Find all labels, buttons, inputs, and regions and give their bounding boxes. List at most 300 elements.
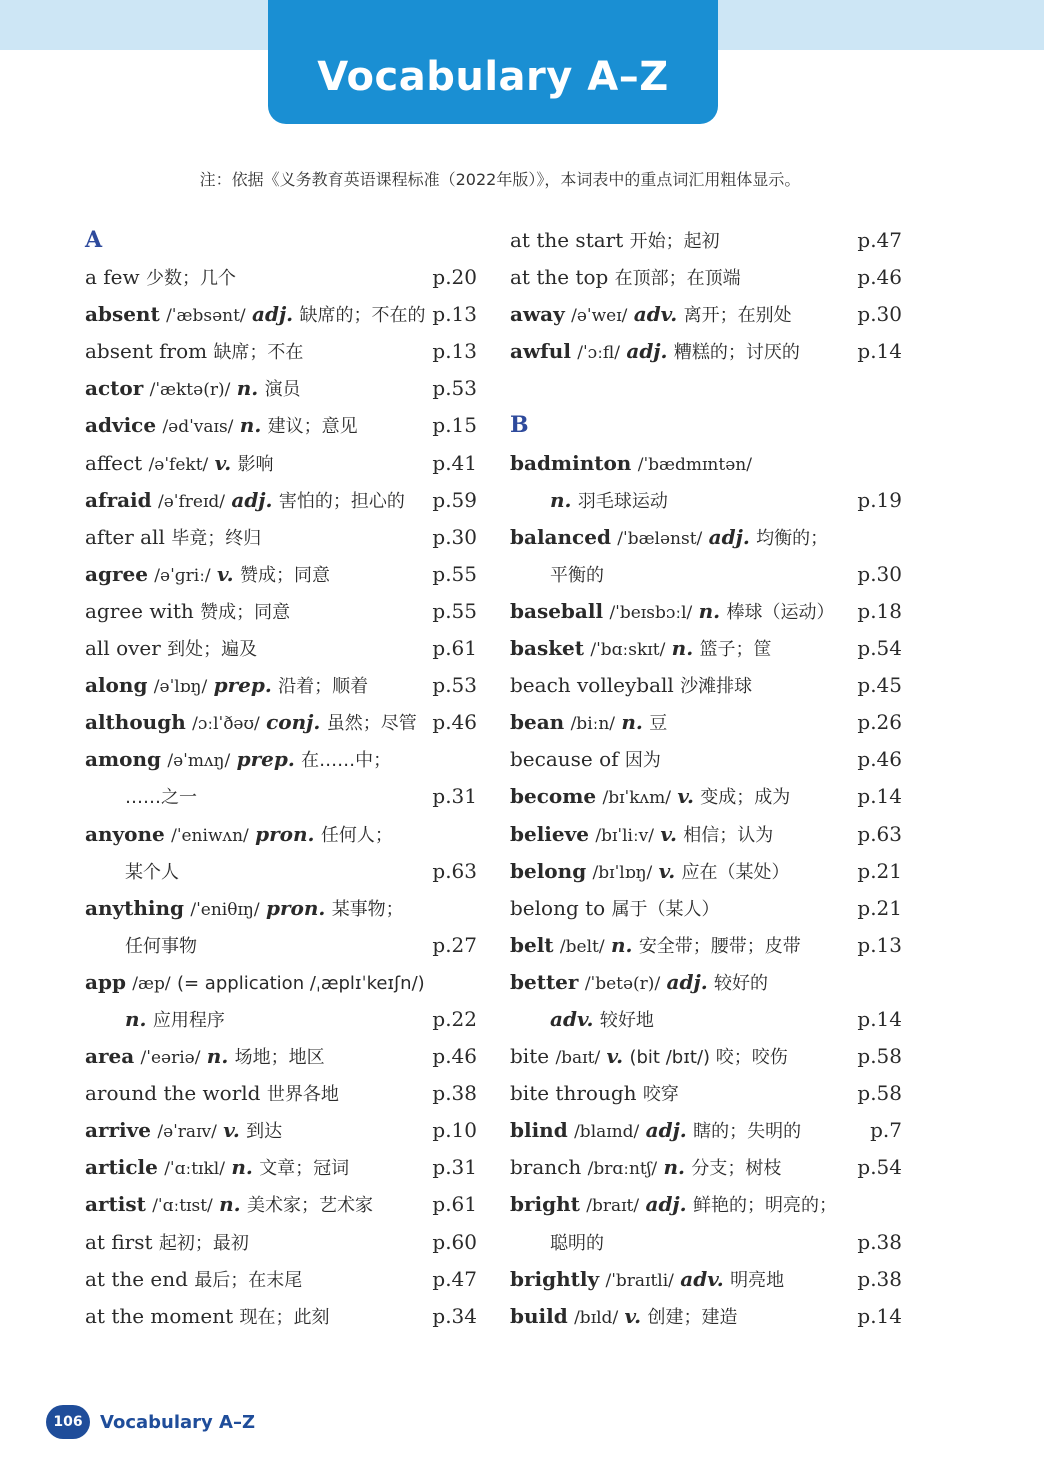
headword: among — [85, 747, 161, 772]
page-ref: p.47 — [857, 228, 902, 252]
page-ref: p.38 — [857, 1229, 902, 1254]
vocab-entry — [85, 593, 477, 630]
entry-text — [510, 333, 800, 372]
page-ref: p.59 — [432, 487, 477, 512]
page-ref: p.26 — [857, 710, 902, 735]
page-ref: p.38 — [432, 1081, 477, 1106]
entry-text — [510, 556, 604, 594]
headword: a few — [85, 265, 140, 290]
entry-text — [510, 1075, 679, 1113]
part-of-speech: prep. — [236, 747, 295, 772]
definition: 均衡的； — [756, 527, 829, 549]
page-ref: p.31 — [432, 1155, 477, 1180]
vocab-entry — [85, 519, 477, 556]
phonetic: /ˈbælənst/ — [617, 528, 703, 549]
vocab-entry — [510, 1038, 902, 1075]
entry-text — [510, 1224, 604, 1262]
entry-text — [85, 853, 179, 891]
phonetic: /baɪt/ — [555, 1048, 601, 1069]
definition: 棒球（运动） — [726, 601, 835, 623]
part-of-speech: v. — [658, 858, 676, 883]
part-of-speech: adj. — [666, 969, 708, 994]
phonetic: /bɪˈkʌm/ — [602, 788, 671, 809]
entry-text — [85, 1112, 282, 1151]
vocab-entry — [85, 667, 477, 704]
vocab-entry — [510, 741, 902, 778]
headword: bite through — [510, 1081, 637, 1106]
page-ref: p.13 — [432, 302, 477, 327]
entry-text — [85, 519, 261, 557]
entry-text — [510, 667, 752, 705]
vocab-entry — [510, 853, 902, 890]
vocab-entry — [510, 1149, 902, 1186]
vocab-entry — [510, 704, 902, 741]
headword: at the start — [510, 228, 624, 252]
page-ref: p.46 — [432, 710, 477, 735]
phonetic: /ˈbædmɪntən/ — [637, 454, 752, 475]
headword: because of — [510, 747, 619, 772]
entry-text — [510, 519, 828, 558]
part-of-speech: n. — [206, 1044, 229, 1069]
phonetic: /əˈlɒŋ/ — [153, 677, 208, 698]
phonetic: /brɑːntʃ/ — [587, 1159, 658, 1180]
part-of-speech: v. — [217, 561, 234, 586]
definition: 害怕的；担心的 — [278, 490, 405, 512]
part-of-speech: n. — [239, 413, 262, 438]
phonetic: /ˈɑːtɪkl/ — [164, 1159, 225, 1180]
headword: affect — [85, 450, 143, 475]
headword: build — [510, 1303, 568, 1328]
part-of-speech: n. — [698, 598, 721, 623]
definition: 因为 — [624, 750, 661, 772]
entry-text — [85, 593, 290, 631]
page-ref: p.61 — [432, 1192, 477, 1217]
entry-continuation — [510, 1224, 902, 1261]
headword: anything — [85, 895, 185, 920]
part-of-speech: v. — [223, 1118, 240, 1143]
headword: although — [85, 710, 186, 735]
headword: around the world — [85, 1081, 261, 1106]
vocab-entry — [85, 1224, 477, 1261]
phonetic: /æp/ — [132, 973, 171, 994]
note-text: 注：依据《义务教育英语课程标准（2022年版）》，本词表中的重点词汇用粗体显示。 — [199, 170, 801, 189]
headword: agree — [85, 561, 148, 586]
vocab-entry — [85, 741, 477, 778]
page-ref: p.31 — [432, 784, 477, 809]
phonetic: /ˈbraɪtli/ — [605, 1270, 674, 1291]
title-tab — [268, 0, 718, 124]
entry-text — [85, 778, 197, 816]
entry-text — [510, 259, 741, 297]
vocab-entry — [510, 964, 902, 1001]
part-of-speech: v. — [660, 821, 677, 846]
entry-text — [85, 964, 425, 1003]
headword: anyone — [85, 821, 165, 846]
vocab-entry — [85, 333, 477, 370]
part-of-speech: n. — [610, 932, 633, 957]
entry-continuation — [85, 853, 477, 890]
definition: ……之一 — [125, 787, 197, 809]
entry-text — [510, 1261, 784, 1300]
vocab-entry — [510, 1298, 902, 1335]
entry-text — [85, 1186, 373, 1225]
vocab-entry — [510, 667, 902, 704]
headword: artist — [85, 1192, 146, 1217]
definition: 演员 — [264, 379, 301, 401]
page-ref: p.14 — [857, 339, 902, 364]
entry-text — [510, 1038, 788, 1077]
entry-text — [510, 593, 834, 632]
headword: away — [510, 302, 565, 327]
entry-text — [85, 1075, 339, 1113]
definition: 建议；意见 — [267, 416, 358, 438]
definition: 任何人； — [320, 824, 393, 846]
part-of-speech: n. — [219, 1192, 241, 1217]
headword: badminton — [510, 450, 632, 475]
headword: believe — [510, 821, 589, 846]
letter-heading-text: A — [85, 227, 103, 253]
letter-heading — [510, 407, 902, 444]
definition: 到处；遍及 — [167, 639, 258, 661]
page-ref: p.15 — [432, 413, 477, 438]
headword: brightly — [510, 1266, 600, 1291]
part-of-speech: conj. — [266, 710, 321, 735]
headword: beach volleyball — [510, 673, 674, 698]
entry-continuation — [510, 556, 902, 593]
definition: 任何事物 — [125, 935, 197, 957]
vocab-entry — [510, 816, 902, 853]
page-ref: p.7 — [870, 1118, 902, 1143]
headword: branch — [510, 1155, 582, 1180]
vocab-entry — [85, 1149, 477, 1186]
definition: 属于（某人） — [611, 898, 720, 920]
entry-text — [85, 1149, 349, 1188]
entry-text — [510, 1149, 781, 1188]
entry-text — [510, 222, 720, 260]
entry-text — [510, 778, 790, 817]
page-ref: p.63 — [857, 821, 902, 846]
definition: 在……中； — [301, 750, 392, 772]
phonetic: /əˈmʌŋ/ — [167, 751, 231, 772]
vocab-entry — [85, 890, 477, 927]
entry-text — [85, 927, 197, 965]
headword: bright — [510, 1192, 580, 1217]
phonetic: /ˈæbsənt/ — [166, 306, 246, 327]
vocab-entry — [85, 445, 477, 482]
vocab-entry — [85, 370, 477, 407]
definition: 赞成；同意 — [239, 564, 330, 586]
headword: basket — [510, 636, 585, 661]
page-ref: p.46 — [432, 1044, 477, 1069]
page-ref: p.63 — [432, 858, 477, 883]
entry-text — [85, 407, 358, 446]
page-ref: p.38 — [857, 1266, 902, 1291]
page-ref: p.41 — [432, 450, 477, 475]
vocab-entry — [510, 445, 902, 482]
page-ref: p.34 — [432, 1303, 477, 1328]
entry-text — [85, 890, 404, 929]
definition: 糟糕的；讨厌的 — [673, 342, 800, 364]
part-of-speech: v. — [606, 1044, 624, 1069]
vocab-entry — [510, 1186, 902, 1223]
vocab-entry — [85, 816, 477, 853]
vocab-entry — [85, 964, 477, 1001]
vocab-entry — [510, 222, 902, 259]
vocab-entry — [510, 333, 902, 370]
phonetic: /ˈbeɪsbɔːl/ — [609, 602, 693, 623]
part-of-speech: adj. — [626, 339, 668, 364]
headword: baseball — [510, 598, 604, 623]
phonetic: /ˈɑːtɪst/ — [152, 1196, 213, 1217]
entry-text — [510, 704, 667, 743]
definition: 缺席的；不在的 — [299, 305, 426, 327]
part-of-speech: adj. — [645, 1192, 687, 1217]
part-of-speech: n. — [671, 636, 694, 661]
entry-continuation — [85, 778, 477, 815]
definition: 赞成；同意 — [200, 601, 291, 623]
page-ref: p.53 — [432, 673, 477, 698]
vocab-entry — [85, 407, 477, 444]
definition: 平衡的 — [550, 564, 604, 586]
headword: all over — [85, 636, 161, 661]
definition: 豆 — [649, 713, 668, 735]
definition: 虽然；尽管 — [326, 713, 417, 735]
part-of-speech: n. — [231, 1155, 253, 1180]
vocab-entry — [510, 519, 902, 556]
vocab-entry — [510, 778, 902, 815]
letter-heading-text: B — [510, 412, 529, 439]
entry-text — [85, 1298, 330, 1336]
definition: 安全带；腰带；皮带 — [638, 935, 801, 957]
definition: 沿着；顺着 — [278, 676, 369, 698]
entry-text — [85, 370, 301, 409]
vocab-entry — [510, 890, 902, 927]
part-of-speech: pron. — [255, 821, 315, 846]
page-ref: p.14 — [857, 1006, 902, 1031]
definition: 篮子；筐 — [699, 639, 772, 661]
headword: better — [510, 969, 579, 994]
vocab-entry — [510, 927, 902, 964]
part-of-speech: v. — [677, 784, 694, 809]
page-ref: p.46 — [857, 265, 902, 290]
page-ref: p.55 — [432, 561, 477, 586]
vocab-entry — [510, 296, 902, 333]
spacer — [510, 370, 902, 407]
definition: 离开；在别处 — [683, 305, 792, 327]
headword: agree with — [85, 598, 194, 623]
page-ref: p.30 — [432, 524, 477, 549]
phonetic: /braɪt/ — [586, 1196, 640, 1217]
phonetic: /ədˈvaɪs/ — [162, 417, 234, 438]
phonetic: /ˈɔːfl/ — [577, 343, 620, 364]
page-ref: p.60 — [432, 1229, 477, 1254]
definition: 应用程序 — [152, 1009, 225, 1031]
headword: at the top — [510, 265, 609, 290]
page-ref: p.53 — [432, 376, 477, 401]
definition: 美术家；艺术家 — [247, 1195, 373, 1217]
headword: belt — [510, 932, 554, 957]
phonetic: /ɔːlˈðəʊ/ — [192, 714, 260, 735]
part-of-speech: adj. — [231, 487, 273, 512]
headword: at the moment — [85, 1303, 234, 1328]
page-ref: p.54 — [857, 636, 902, 661]
entry-text — [85, 1001, 225, 1039]
vocab-entry — [85, 296, 477, 333]
vocab-entry — [510, 1075, 902, 1112]
page-ref: p.61 — [432, 636, 477, 661]
page-ref: p.30 — [857, 561, 902, 586]
part-of-speech: adj. — [252, 302, 294, 327]
vocab-entry — [510, 630, 902, 667]
definition: 某事物； — [331, 898, 404, 920]
phonetic: /ˈbetə(r)/ — [584, 973, 661, 994]
footer-label: Vocabulary A–Z — [100, 1411, 256, 1433]
headword: advice — [85, 413, 157, 438]
headword: afraid — [85, 487, 152, 512]
part-of-speech: adv. — [550, 1006, 594, 1031]
definition: 影响 — [237, 453, 274, 475]
phonetic: /bɪˈlɒŋ/ — [592, 862, 653, 883]
vocab-entry — [85, 259, 477, 296]
entry-text — [510, 1298, 737, 1337]
vocab-entry — [85, 630, 477, 667]
vocab-entry — [510, 593, 902, 630]
entry-text — [85, 667, 368, 706]
definition: 变成；成为 — [700, 787, 791, 809]
phonetic: /əˈfekt/ — [148, 454, 209, 475]
entry-text — [85, 1038, 325, 1077]
entry-text — [85, 816, 393, 855]
phonetic: /belt/ — [559, 936, 605, 957]
page-ref: p.22 — [432, 1006, 477, 1031]
definition: 现在；此刻 — [239, 1306, 330, 1328]
part-of-speech: n. — [550, 487, 572, 512]
phonetic: /əˈfreɪd/ — [158, 491, 225, 512]
page-ref: p.55 — [432, 598, 477, 623]
entry-text — [85, 704, 417, 743]
entry-text — [510, 1001, 654, 1039]
entry-text — [510, 927, 801, 966]
entry-text — [85, 1261, 302, 1299]
phonetic: /əˈɡriː/ — [154, 565, 211, 586]
definition: 最后；在末尾 — [194, 1269, 303, 1291]
headword: awful — [510, 339, 571, 364]
entry-continuation — [510, 482, 902, 519]
entry-text — [85, 556, 330, 595]
definition: 瞎的；失明的 — [693, 1121, 802, 1143]
phonetic: /bɪˈliːv/ — [595, 825, 654, 846]
vocab-entry — [85, 1038, 477, 1075]
definition: 咬穿 — [642, 1084, 679, 1106]
part-of-speech: prep. — [213, 673, 272, 698]
headword: area — [85, 1044, 135, 1069]
headword: become — [510, 784, 597, 809]
definition: 较好的 — [714, 972, 769, 994]
phonetic: /ˈeəriə/ — [140, 1048, 201, 1069]
definition: (= application /ˌæplɪˈkeɪʃn/) — [176, 972, 425, 994]
entry-text — [510, 964, 768, 1003]
page-ref: p.21 — [857, 858, 902, 883]
definition: 较好地 — [599, 1009, 654, 1031]
headword: bite — [510, 1044, 550, 1069]
headword: blind — [510, 1118, 568, 1143]
headword: arrive — [85, 1118, 151, 1143]
entry-text — [510, 1186, 837, 1225]
definition: 某个人 — [125, 861, 179, 883]
headword: absent — [85, 302, 160, 327]
part-of-speech: adv. — [680, 1266, 724, 1291]
part-of-speech: v. — [624, 1303, 642, 1328]
definition: 相信；认为 — [683, 824, 774, 846]
headword: balanced — [510, 524, 611, 549]
entry-text — [85, 445, 274, 484]
page-ref: p.14 — [857, 784, 902, 809]
page-number-badge: 106 — [46, 1405, 90, 1439]
page-ref: p.21 — [857, 895, 902, 920]
vocab-entry — [85, 482, 477, 519]
part-of-speech: n. — [621, 710, 643, 735]
vocab-entry — [510, 1261, 902, 1298]
definition: 起初；最初 — [158, 1232, 249, 1254]
headword: bean — [510, 710, 565, 735]
entry-text — [85, 482, 405, 521]
page-ref: p.18 — [857, 598, 902, 623]
definition: (bit /bɪt/) 咬；咬伤 — [629, 1047, 788, 1069]
part-of-speech: adj. — [645, 1118, 687, 1143]
page-ref: p.27 — [432, 932, 477, 957]
entry-text — [85, 259, 236, 297]
entry-text — [510, 630, 772, 669]
part-of-speech: adv. — [633, 302, 678, 327]
definition: 沙滩排球 — [680, 676, 753, 698]
part-of-speech: n. — [125, 1006, 147, 1031]
part-of-speech: n. — [236, 376, 259, 401]
definition: 分支；树枝 — [691, 1158, 782, 1180]
phonetic: /biːn/ — [570, 714, 616, 735]
definition: 少数；几个 — [146, 268, 236, 290]
definition: 明亮地 — [730, 1269, 785, 1291]
entry-text — [85, 741, 391, 780]
vocab-entry — [85, 556, 477, 593]
part-of-speech: adj. — [708, 524, 750, 549]
page-title: Vocabulary A–Z — [317, 54, 669, 100]
headword: app — [85, 969, 126, 994]
page-ref: p.58 — [857, 1044, 902, 1069]
definition: 在顶部；在顶端 — [614, 268, 741, 290]
definition: 创建；建造 — [647, 1306, 738, 1328]
entry-text — [510, 853, 790, 892]
definition: 世界各地 — [266, 1084, 339, 1106]
definition: 鲜艳的；明亮的； — [693, 1195, 837, 1217]
page-ref: p.10 — [432, 1118, 477, 1143]
entry-text — [85, 296, 426, 335]
page-ref: p.13 — [857, 932, 902, 957]
vocab-column-right — [510, 222, 902, 1335]
entry-text — [510, 890, 720, 928]
definition: 羽毛球运动 — [577, 490, 668, 512]
part-of-speech: pron. — [265, 895, 326, 920]
headword: article — [85, 1155, 158, 1180]
page-ref: p.20 — [432, 265, 477, 290]
headword: actor — [85, 376, 144, 401]
part-of-speech: n. — [663, 1155, 685, 1180]
definition: 到达 — [246, 1121, 283, 1143]
headword: at the end — [85, 1266, 188, 1291]
definition: 应在（某处） — [681, 861, 790, 883]
vocab-entry — [85, 1186, 477, 1223]
entry-text — [85, 333, 303, 371]
definition: 开始；起初 — [629, 231, 720, 252]
